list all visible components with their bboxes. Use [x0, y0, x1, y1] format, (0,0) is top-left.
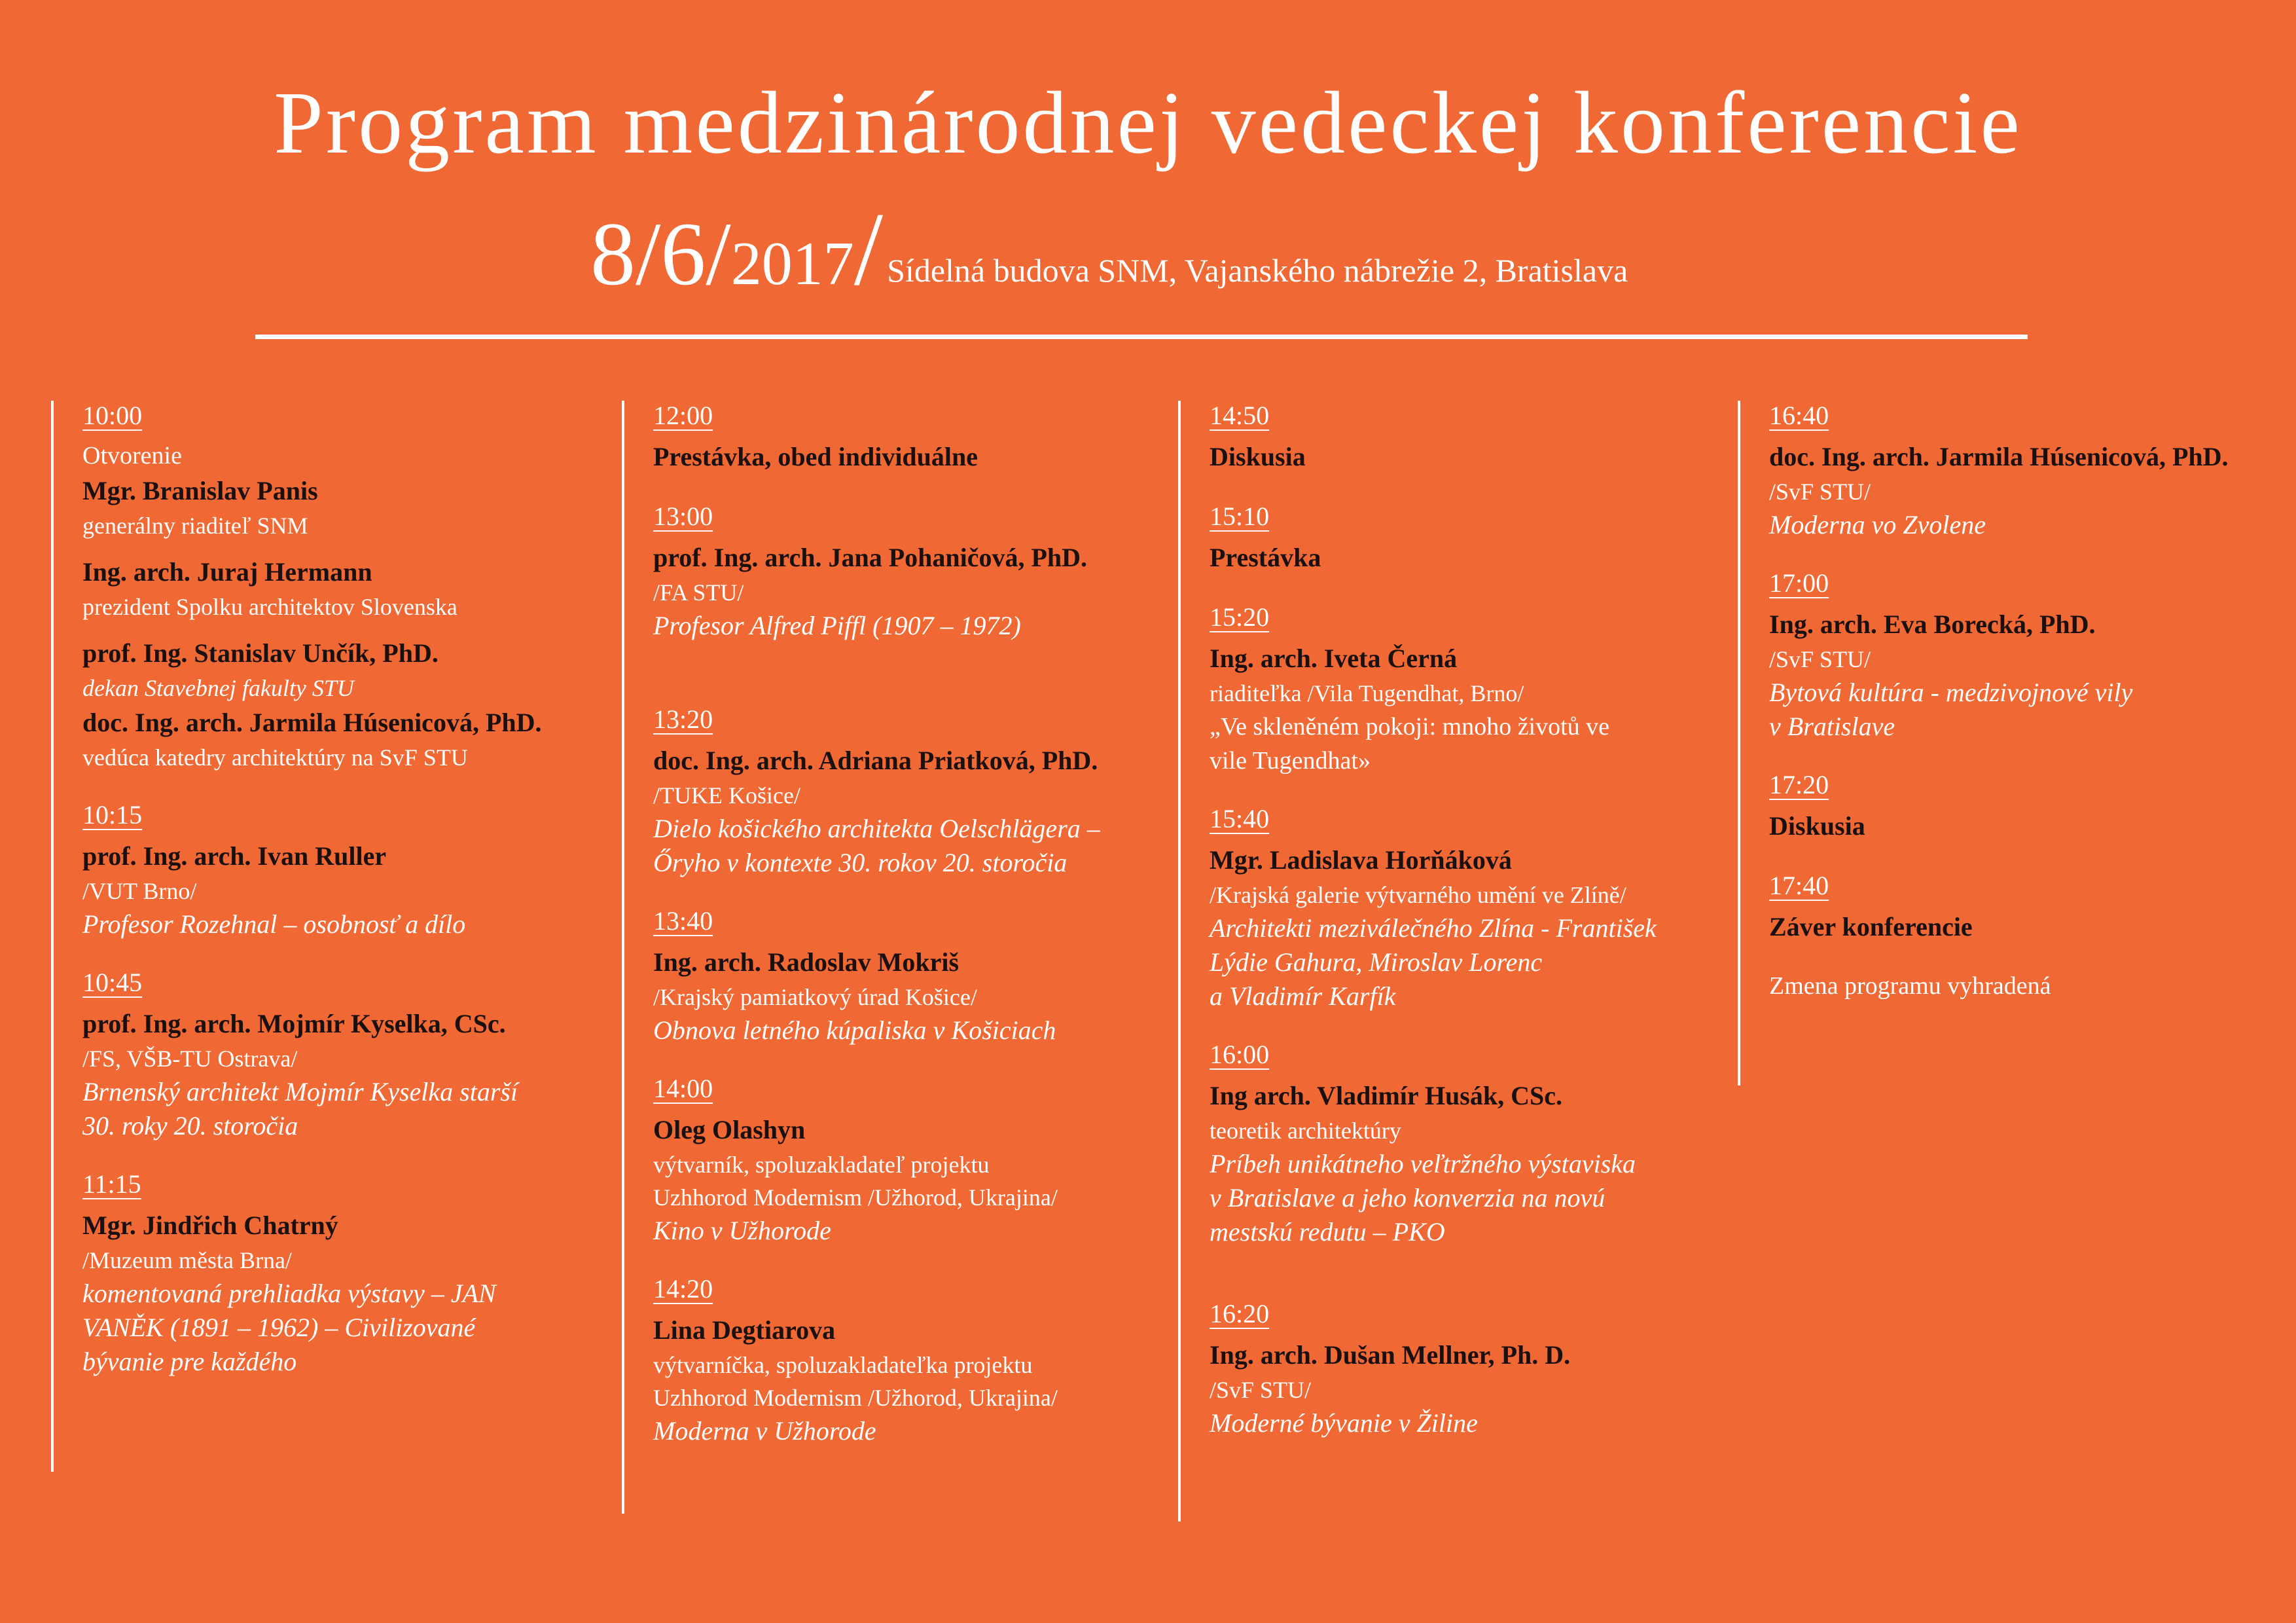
spacer [1210, 1249, 1734, 1261]
talk-title: v Bratislave [1769, 712, 1895, 741]
talk-title: komentovaná prehliadka výstavy – JAN [82, 1279, 496, 1308]
spacer [653, 643, 1172, 655]
speaker-name: Lina Degtiarova [653, 1315, 836, 1345]
speaker-name: Diskusia [1210, 442, 1306, 471]
entry-detail: /FA STU/ [653, 579, 744, 606]
speaker-name: Ing. arch. Iveta Černá [1210, 644, 1458, 673]
program-entry [82, 968, 607, 1143]
talk-title: Príbeh unikátneho veľtržného výstaviska [1210, 1149, 1636, 1178]
entry-detail: vile Tugendhat» [1210, 747, 1371, 775]
entry-time: 15:40 [1210, 804, 1270, 833]
program-entry [653, 1274, 1172, 1448]
program-column-1 [51, 401, 607, 1472]
speaker-name: Oleg Olashyn [653, 1115, 806, 1144]
program-entry [653, 1074, 1172, 1248]
entry-detail: /VUT Brno/ [82, 878, 197, 904]
speaker-name: prof. Ing. Stanislav Unčík, PhD. [82, 638, 439, 668]
talk-title: Architekti meziválečného Zlína - František [1210, 913, 1657, 943]
program-entry [653, 704, 1172, 880]
speaker-name: Prestávka, obed individuálne [653, 442, 978, 471]
spacer [1769, 957, 2294, 969]
entry-detail: „Ve skleněném pokoji: mnoho životů ve [1210, 713, 1610, 740]
entry-time: 13:20 [653, 704, 713, 734]
event-venue: Sídelná budova SNM, Vajanského nábrežie 2, Bratislava [887, 252, 1628, 289]
program-entry [1769, 568, 2294, 744]
program-entry [1210, 1040, 1734, 1273]
program-entry [653, 401, 1172, 475]
talk-title: v Bratislave a jeho konverzia na novú [1210, 1183, 1605, 1213]
spacer [1769, 945, 2294, 957]
program-entry [1210, 401, 1734, 475]
talk-title: 30. roky 20. storočia [82, 1111, 298, 1140]
program-column-3 [1178, 401, 1734, 1522]
program-entry [82, 401, 607, 774]
entry-detail: vedúca katedry architektúry na SvF STU [82, 744, 468, 771]
program-entry [1769, 401, 2294, 542]
speaker-name: doc. Ing. arch. Jarmila Húsenicová, PhD. [82, 708, 542, 737]
entry-detail: generálny riaditeľ SNM [82, 513, 308, 539]
entry-time: 15:20 [1210, 602, 1270, 632]
entry-time: 17:00 [1769, 568, 1829, 598]
event-date-year: 2017 [730, 230, 854, 298]
entry-time: 13:00 [653, 501, 713, 531]
program-entry [653, 906, 1172, 1048]
program-entry [1769, 871, 2294, 1003]
entry-detail: výtvarník, spoluzakladateľ projektu [653, 1152, 990, 1178]
entry-detail: /FS, VŠB-TU Ostrava/ [82, 1046, 298, 1072]
spacer [82, 623, 607, 635]
page-title: Program medzinárodnej vedeckej konferencie [274, 74, 2022, 172]
entry-time: 16:20 [1210, 1299, 1270, 1328]
entry-detail: Uzhhorod Modernism /Užhorod, Ukrajina/ [653, 1184, 1058, 1211]
speaker-name: Ing arch. Vladimír Husák, CSc. [1210, 1081, 1563, 1110]
entry-detail: /Muzeum města Brna/ [82, 1247, 292, 1273]
entry-detail: výtvarníčka, spoluzakladateľka projektu [653, 1352, 1033, 1378]
speaker-name: prof. Ing. arch. Ivan Ruller [82, 841, 387, 871]
speaker-name: Mgr. Branislav Panis [82, 476, 318, 505]
entry-time: 12:00 [653, 401, 713, 430]
entry-detail: /SvF STU/ [1769, 646, 1871, 672]
spacer [82, 542, 607, 554]
speaker-name: Mgr. Ladislava Horňáková [1210, 845, 1512, 875]
talk-title: Profesor Rozehnal – osobnosť a dílo [82, 909, 466, 939]
spacer [1210, 1261, 1734, 1273]
entry-detail: /Krajská galerie výtvarného umění ve Zlíně/ [1210, 882, 1626, 908]
entry-detail: riaditeľka /Vila Tugendhat, Brno/ [1210, 680, 1524, 706]
talk-title: a Vladimír Karfík [1210, 981, 1396, 1011]
entry-detail: prezident Spolku architektov Slovenska [82, 594, 457, 620]
speaker-name: Prestávka [1210, 543, 1321, 572]
speaker-name: Ing. arch. Radoslav Mokriš [653, 947, 960, 977]
program-entry [1210, 804, 1734, 1013]
entry-detail: teoretik architektúry [1210, 1118, 1401, 1144]
program-entry [82, 1169, 607, 1379]
entry-time: 16:40 [1769, 401, 1829, 430]
entry-detail: /TUKE Košice/ [653, 782, 800, 809]
entry-time: 10:15 [82, 800, 143, 830]
talk-title: Dielo košického architekta Oelschlägera – [653, 814, 1100, 843]
talk-title: Moderna v Užhorode [653, 1416, 876, 1446]
entry-detail: Zmena programu vyhradená [1769, 972, 2051, 1000]
program-entry [1210, 602, 1734, 778]
entry-detail: /Krajský pamiatkový úrad Košice/ [653, 984, 977, 1010]
entry-detail: /SvF STU/ [1769, 479, 1871, 505]
header-divider [255, 335, 2028, 339]
entry-time: 15:10 [1210, 501, 1270, 531]
entry-time: 10:45 [82, 968, 143, 997]
entry-time: 14:00 [653, 1074, 713, 1103]
entry-time: 14:50 [1210, 401, 1270, 430]
talk-title: Őryho v kontexte 30. rokov 20. storočia [653, 848, 1067, 877]
speaker-name: Ing. arch. Juraj Hermann [82, 557, 372, 587]
entry-time: 13:40 [653, 906, 713, 936]
entry-time: 16:00 [1210, 1040, 1270, 1069]
talk-title: Lýdie Gahura, Miroslav Lorenc [1210, 947, 1543, 977]
program-entry [82, 800, 607, 941]
speaker-name: Záver konferencie [1769, 912, 1973, 941]
program-entry [653, 501, 1172, 678]
spacer [653, 666, 1172, 678]
entry-time: 14:20 [653, 1274, 713, 1304]
date-separator: / [853, 191, 884, 307]
date-venue-line [590, 191, 1628, 307]
talk-title: Obnova letného kúpaliska v Košiciach [653, 1015, 1056, 1045]
speaker-name: doc. Ing. arch. Jarmila Húsenicová, PhD. [1769, 442, 2229, 471]
speaker-name: Diskusia [1769, 811, 1865, 841]
entry-detail: Uzhhorod Modernism /Užhorod, Ukrajina/ [653, 1385, 1058, 1411]
speaker-name: prof. Ing. arch. Mojmír Kyselka, CSc. [82, 1009, 506, 1038]
talk-title: Profesor Alfred Piffl (1907 – 1972) [653, 611, 1021, 640]
entry-time: 17:40 [1769, 871, 1829, 900]
talk-title: VANĚK (1891 – 1962) – Civilizované [82, 1313, 476, 1342]
speaker-name: Ing. arch. Dušan Mellner, Ph. D. [1210, 1340, 1571, 1370]
talk-title: Brnenský architekt Mojmír Kyselka starší [82, 1077, 518, 1106]
program-entry [1210, 1299, 1734, 1440]
speaker-name: Ing. arch. Eva Borecká, PhD. [1769, 610, 2096, 639]
talk-title: Bytová kultúra - medzivojnové vily [1769, 678, 2133, 707]
program-column-4 [1738, 401, 2294, 1085]
speaker-name: prof. Ing. arch. Jana Pohaničová, PhD. [653, 543, 1088, 572]
talk-title: bývanie pre každého [82, 1347, 297, 1376]
entry-time: 10:00 [82, 401, 143, 430]
spacer [653, 655, 1172, 666]
entry-detail: /SvF STU/ [1210, 1377, 1312, 1403]
program-entry [1210, 501, 1734, 576]
entry-time: 17:20 [1769, 770, 1829, 799]
program-column-2 [622, 401, 1172, 1514]
talk-title: Moderné bývanie v Žiline [1210, 1408, 1478, 1438]
talk-title: dekan Stavebnej fakulty STU [82, 675, 354, 701]
speaker-name: doc. Ing. arch. Adriana Priatková, PhD. [653, 746, 1098, 775]
talk-title: Moderna vo Zvolene [1769, 510, 1986, 539]
talk-title: mestskú redutu – PKO [1210, 1217, 1445, 1247]
entry-detail: Otvorenie [82, 442, 182, 469]
program-entry [1769, 770, 2294, 845]
entry-time: 11:15 [82, 1169, 141, 1199]
event-date-day-month: 8/6/ [590, 204, 731, 304]
speaker-name: Mgr. Jindřich Chatrný [82, 1211, 338, 1240]
talk-title: Kino v Užhorode [653, 1216, 831, 1245]
